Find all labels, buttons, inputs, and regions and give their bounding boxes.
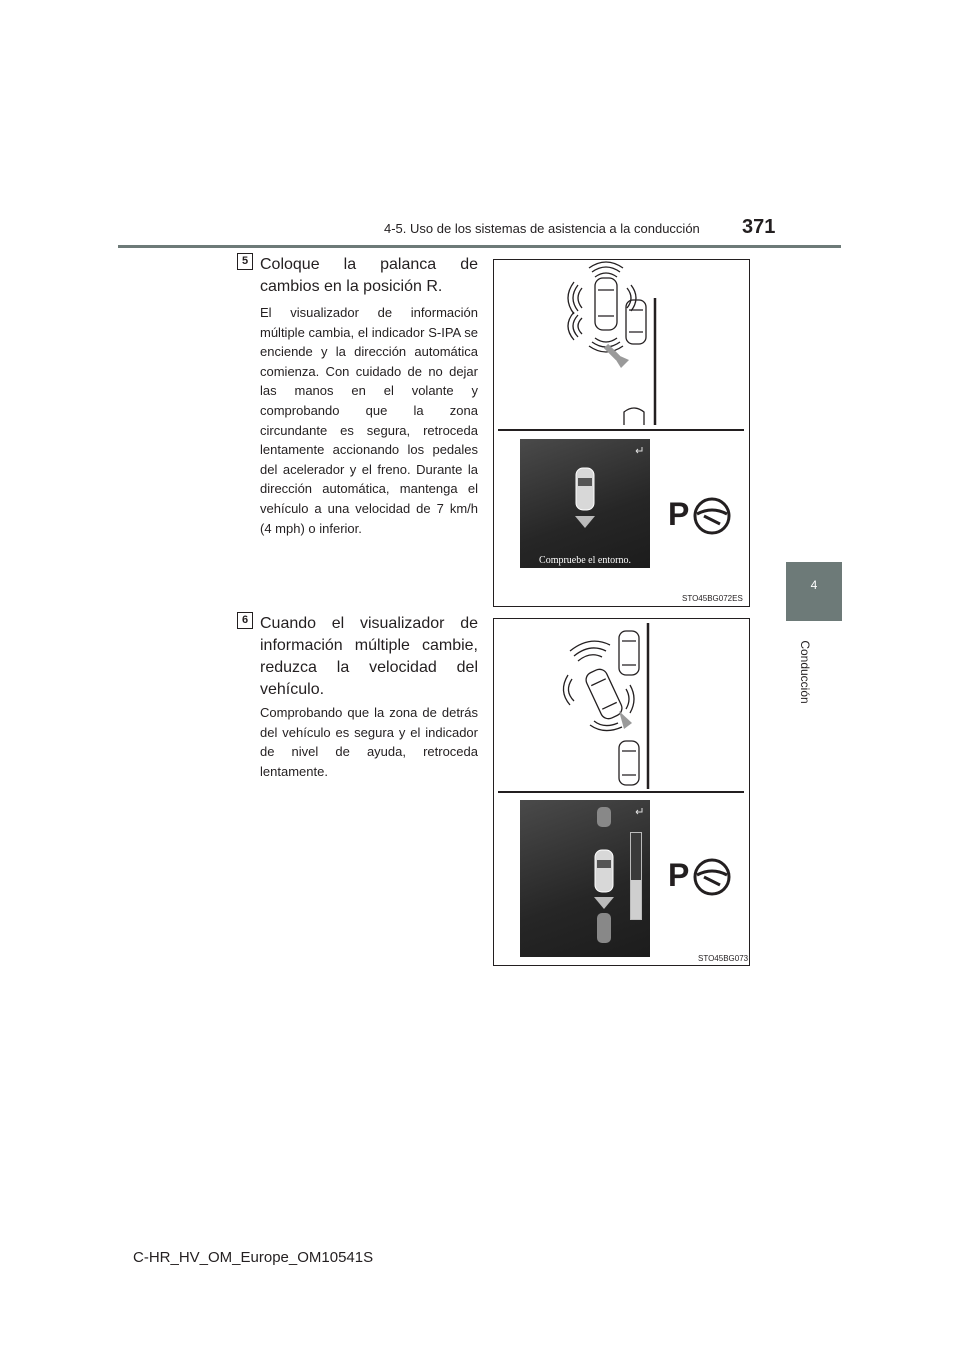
parking-indicator-letter: P: [668, 857, 690, 893]
assist-indicator-6: [668, 857, 738, 897]
figure-code-6: STO45BG073: [698, 954, 749, 963]
parking-diagram-6: [494, 619, 749, 794]
parking-indicator-letter: P: [668, 496, 690, 532]
assist-level-gauge: [630, 832, 642, 920]
step-5-badge: 5: [237, 253, 253, 270]
return-icon: [634, 445, 644, 455]
chapter-tab-number: 4: [810, 578, 818, 592]
screen-message: Compruebe el entorno.: [539, 555, 631, 566]
vehicle-icon: [570, 464, 600, 534]
step-6-title: Cuando el visualizador de información múltiple cambie, reduzca la velocidad del vehículo.: [260, 615, 478, 698]
header-section-title: 4-5. Uso de los sistemas de asistencia a la conducción: [384, 221, 700, 236]
assist-indicator-5: [668, 496, 738, 536]
step-6-body: Comprobando que la zona de detrás del vehículo es segura y el indicador de nivel de ayuda, retroceda lentamente.: [260, 705, 478, 779]
parking-diagram-5: [494, 260, 749, 435]
page-number: 371: [742, 216, 776, 238]
chapter-tab-label-text: Conducción: [798, 640, 812, 704]
header-rule: [118, 245, 841, 248]
step-5-figure: [493, 259, 750, 607]
assist-level-fill: [631, 880, 641, 919]
step-6-figure: [493, 618, 750, 966]
figure-code-5: STO45BG072ES: [682, 594, 743, 603]
step-5-title: Coloque la palanca de cambios en la posición R.: [260, 256, 478, 295]
step-5-body: El visualizador de información múltiple cambia, el indicador S-IPA se enciende y la dirección automática comienza. Con cuidado de no dejar las manos en el volante y comprobando que la zona circundante es segura, retroceda lentamente accionando los pedales del acelerador y el freno. Durante la dirección automática, mantenga el vehículo a una velocidad de 7 km/h (4 mph) o inferior.: [260, 305, 478, 536]
mid-screen-5: [520, 439, 650, 568]
mid-screen-6: [520, 800, 650, 957]
chapter-tab-label: [796, 632, 814, 712]
step-6-badge: 6: [237, 612, 253, 629]
return-icon: [634, 806, 644, 816]
footer-document-id: C-HR_HV_OM_Europe_OM10541S: [133, 1249, 374, 1266]
steering-wheel-icon: [692, 857, 732, 897]
vehicle-icon: [585, 805, 625, 955]
steering-wheel-icon: [692, 496, 732, 536]
